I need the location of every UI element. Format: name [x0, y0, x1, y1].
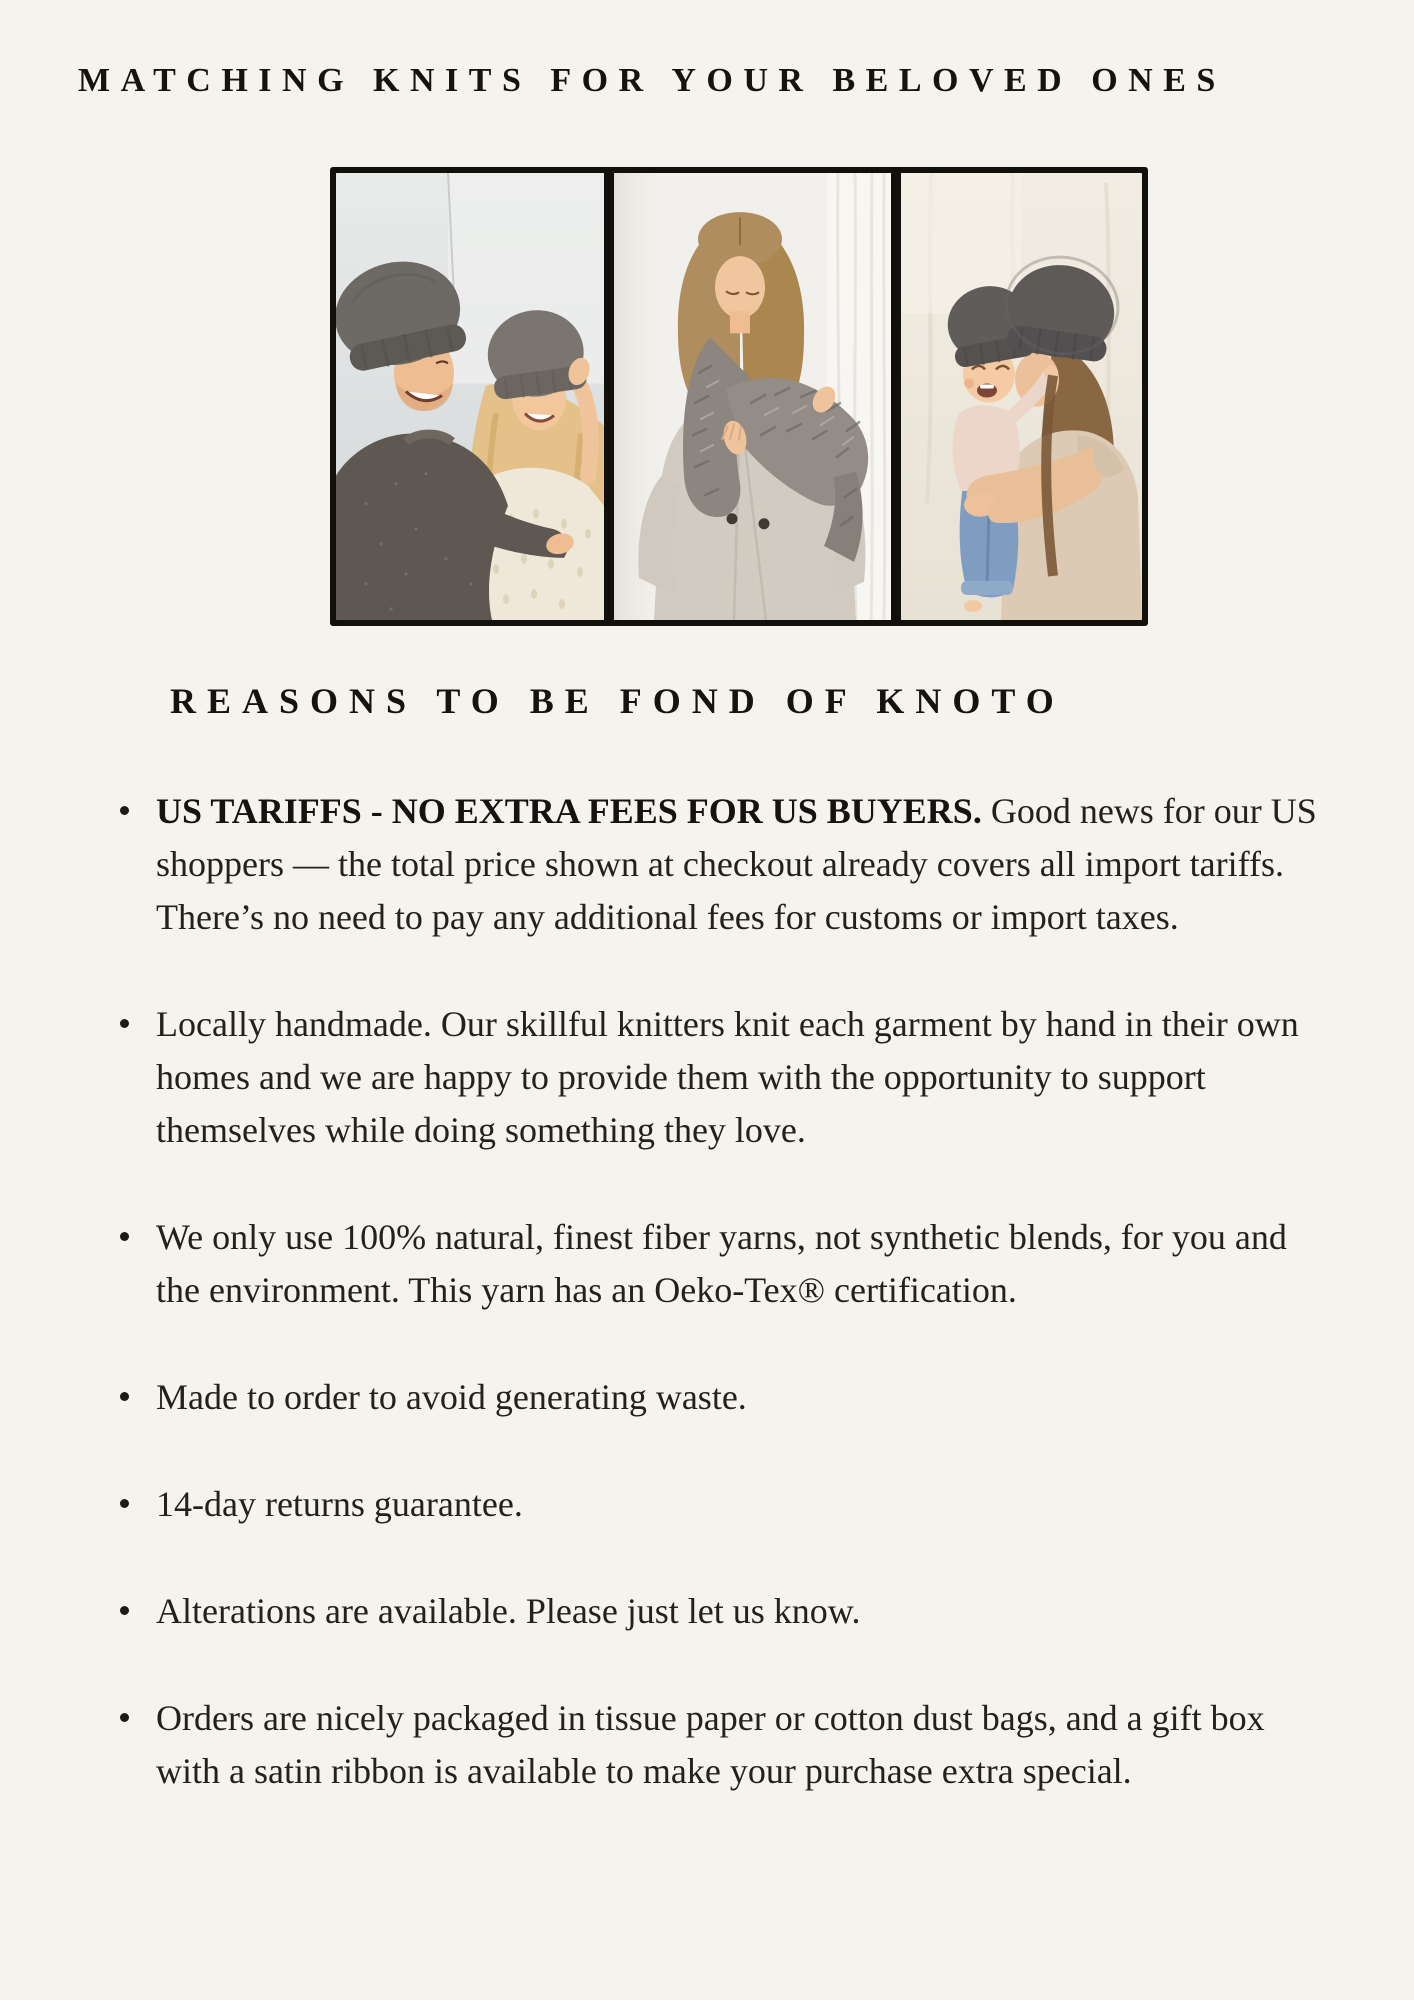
scarf-illustration: [614, 173, 891, 620]
reason-item-natural-yarns: [118, 1211, 1330, 1317]
reason-text: Good news for our US shoppers — the total price shown at checkout already covers all import tariffs. There’s no need to pay any additional fees for customs or import taxes.: [156, 791, 1317, 937]
reason-text: Orders are nicely packaged in tissue paper or cotton dust bags, and a gift box with a satin ribbon is available to make your purchase extra special.: [156, 1698, 1265, 1791]
reason-item-packaging: [118, 1692, 1330, 1798]
bullet-icon: [120, 1019, 129, 1028]
reason-item-locally-handmade: [118, 998, 1330, 1157]
reason-lead: US TARIFFS - NO EXTRA FEES FOR US BUYERS.: [156, 791, 982, 831]
bullet-icon: [120, 806, 129, 815]
photo-couple-matching-beanies: [336, 173, 604, 620]
photo-mother-child-beanies: [901, 173, 1142, 620]
reason-text: 14-day returns guarantee.: [156, 1484, 523, 1524]
reason-text: Made to order to avoid generating waste.: [156, 1377, 747, 1417]
bullet-icon: [120, 1232, 129, 1241]
page-title: MATCHING KNITS FOR YOUR BELOVED ONES: [78, 62, 1226, 99]
reason-item-us-tariffs: [118, 785, 1330, 944]
photo-collage: [330, 167, 1148, 626]
couple-illustration: [336, 173, 604, 620]
reason-item-made-to-order: [118, 1371, 1330, 1424]
reason-item-returns: [118, 1478, 1330, 1531]
bullet-icon: [120, 1499, 129, 1508]
bullet-icon: [120, 1713, 129, 1722]
reason-item-alterations: [118, 1585, 1330, 1638]
bullet-icon: [120, 1606, 129, 1615]
photo-woman-chunky-scarf: [614, 173, 891, 620]
reason-text: Alterations are available. Please just let us know.: [156, 1591, 861, 1631]
reasons-list: [118, 785, 1330, 1852]
mother-child-illustration: [901, 173, 1142, 620]
section-heading: REASONS TO BE FOND OF KNOTO: [170, 681, 1065, 721]
bullet-icon: [120, 1392, 129, 1401]
reason-text: We only use 100% natural, finest fiber yarns, not synthetic blends, for you and the environment. This yarn has an Oeko-Tex® certification.: [156, 1217, 1287, 1310]
woman-face: [715, 256, 765, 318]
reason-text: Locally handmade. Our skillful knitters knit each garment by hand in their own homes and we are happy to provide them with the opportunity to support themselves while doing something they love.: [156, 1004, 1299, 1150]
